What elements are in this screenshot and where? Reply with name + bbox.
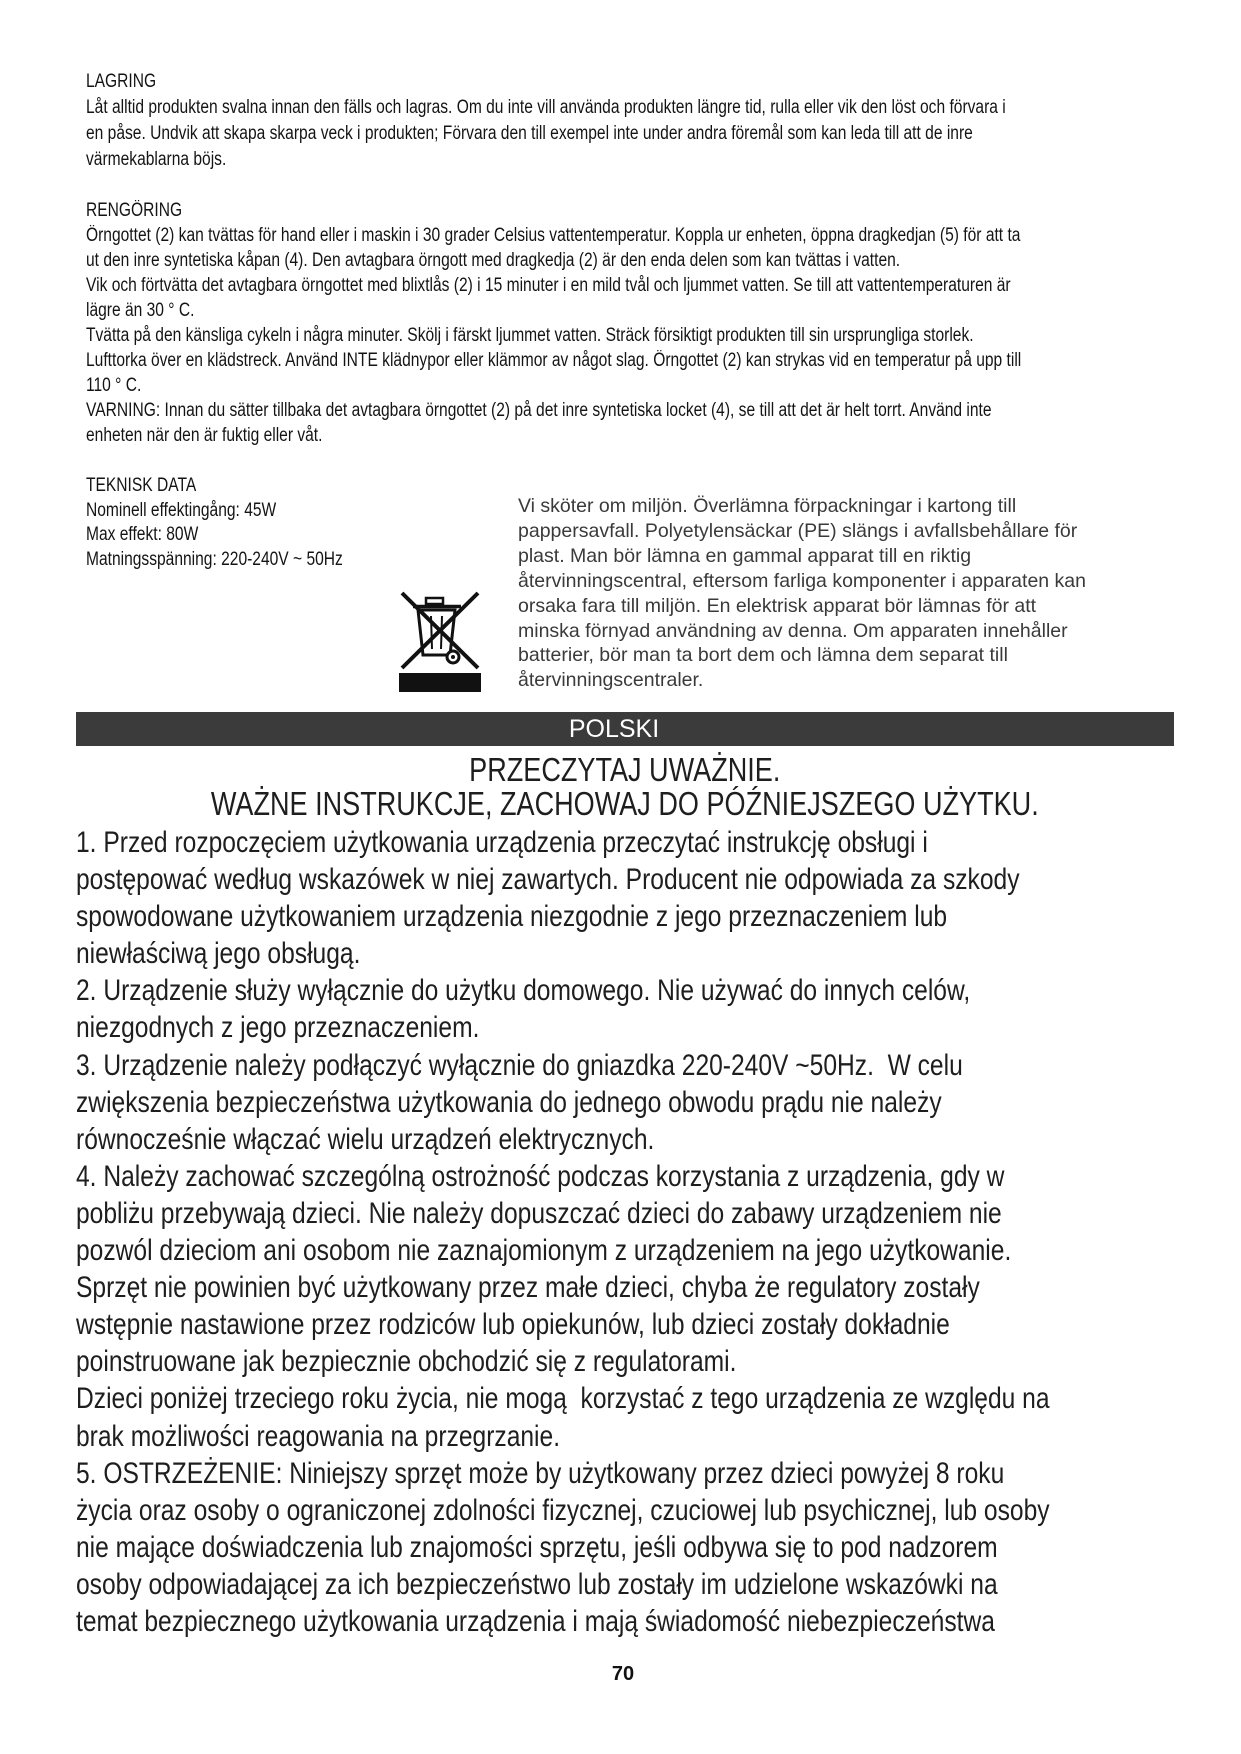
cleaning-line: Lufttorka över en klädstreck. Använd INTE klädnypor eller klämmor av något slag. Örngottet (2) kan strykas vid en temperatur på upp till (86, 350, 1022, 371)
environment-line: batterier, bör man ta bort dem och lämna dem separat till (518, 644, 1008, 667)
polish-line: pozwól dzieciom ani osobom nie zaznajomionym z urządzeniem na jego użytkowanie. (76, 1234, 1012, 1268)
polish-subtitle-row (76, 787, 1174, 821)
cleaning-line: VARNING: Innan du sätter tillbaka det avtagbara örngottet (2) på det inre syntetiska locket (4), se till att det är helt torrt. Använd inte (86, 400, 992, 421)
environment-line: Vi sköter om miljön. Överlämna förpackningar i kartong till (518, 495, 1017, 517)
cleaning-heading: RENGÖRING (86, 200, 183, 221)
cleaning-line: Örngottet (2) kan tvättas för hand eller i maskin i 30 grader Celsius vattentemperatur. Koppla ur enheten, öppna dragkedjan (5) för att ta (86, 225, 1021, 246)
technical-data-line: Nominell effektingång: 45W (86, 499, 277, 521)
polish-line: pobliżu przebywają dzieci. Nie należy dopuszczać dzieci do zabawy urządzeniem nie (76, 1196, 1002, 1230)
cleaning-line: Vik och förtvätta det avtagbara örngottet med blixtlås (2) i 15 minuter i en mild tvål och ljummet vatten. Se till att vattentemperaturen är (86, 275, 1011, 296)
page-number: 70 (611, 1663, 635, 1685)
cleaning-line: 110 ° C. (86, 375, 142, 396)
polish-line: postępować według wskazówek w niej zawartych. Producent nie odpowiada za szkody (76, 863, 1020, 897)
polish-title-row (76, 753, 1174, 787)
polish-line: życia oraz osoby o ograniczonej zdolności fizycznej, czuciowej lub psychicznej, lub osoby (76, 1493, 1050, 1527)
polish-line: 2. Urządzenie służy wyłącznie do użytku domowego. Nie używać do innych celów, (76, 974, 971, 1008)
environment-line: minska förnyad användning av denna. Om apparaten innehåller (518, 619, 1068, 642)
polish-line: spowodowane użytkowaniem urządzenia niezgodnie z jego przeznaczeniem lub (76, 900, 948, 934)
cleaning-section (86, 198, 1227, 448)
polish-line: poinstruowane jak bezpiecznie obchodzić się z regulatorami. (76, 1345, 737, 1379)
polish-line: temat bezpiecznego użytkowania urządzenia i mają świadomość niebezpieczeństwa (76, 1604, 995, 1638)
cleaning-line: lägre än 30 ° C. (86, 300, 195, 321)
storage-line: värmekablarna böjs. (86, 149, 227, 170)
technical-data-line: Max effekt: 80W (86, 524, 199, 546)
environment-line: orsaka fara till miljön. En elektrisk apparat bör lämnas för att (518, 594, 1037, 617)
environment-section (518, 494, 1086, 693)
polish-line: brak możliwości reagowania na przegrzanie. (76, 1419, 561, 1453)
language-section-bar: POLSKI (76, 712, 1174, 746)
polish-instructions (76, 824, 1241, 1640)
cleaning-line: enheten när den är fuktig eller våt. (86, 425, 323, 446)
weee-symbol-graphic (399, 589, 481, 692)
storage-section (86, 69, 1208, 173)
polish-line: 4. Należy zachować szczególną ostrożność podczas korzystania z urządzenia, gdy w (76, 1159, 1005, 1193)
cleaning-line: ut den inre syntetiska kåpan (4). Den avtagbara örngott med dragkedja (2) är den enda delen som kan tvättas i vatten. (86, 250, 901, 271)
polish-line: Sprzęt nie powinien być użytkowany przez małe dzieci, chyba że regulatory zostały (76, 1271, 980, 1305)
weee-bar (399, 673, 481, 692)
polish-line: 1. Przed rozpoczęciem użytkowania urządzenia przeczytać instrukcję obsługi i (76, 826, 928, 859)
polish-line: równocześnie włączać wielu urządzeń elektrycznych. (76, 1122, 655, 1156)
polish-line: Dzieci poniżej trzeciego roku życia, nie mogą korzystać z tego urządzenia ze względu na (76, 1382, 1050, 1416)
polish-line: zwiększenia bezpieczeństwa użytkowania do jednego obwodu prądu nie należy (76, 1085, 942, 1119)
environment-line: pappersavfall. Polyetylensäckar (PE) slängs i avfallsbehållare för (518, 519, 1078, 542)
bin-wheel-hub (451, 655, 455, 659)
technical-data-heading: TEKNISK DATA (86, 475, 197, 496)
polish-subtitle: WAŻNE INSTRUKCJE, ZACHOWAJ DO PÓŹNIEJSZEGO UŻYTKU. (211, 785, 1039, 822)
technical-data-section (86, 474, 399, 572)
polish-line: wstępnie nastawione przez rodziców lub opiekunów, lub dzieci zostały dokładnie (76, 1308, 950, 1342)
bin-lid-handle (426, 598, 443, 604)
polish-line: 3. Urządzenie należy podłączyć wyłącznie do gniazdka 220-240V ~50Hz. W celu (76, 1048, 963, 1082)
cleaning-line: Tvätta på den känsliga cykeln i några minuter. Skölj i färskt ljummet vatten. Sträck försiktigt produkten till sin ursprungliga storlek. (86, 325, 974, 346)
environment-line: återvinningscentral, eftersom farliga komponenter i apparaten kan (518, 569, 1086, 592)
storage-heading: LAGRING (86, 71, 157, 92)
environment-line: återvinningscentraler. (518, 669, 704, 692)
polish-title: PRZECZYTAJ UWAŻNIE. (469, 751, 781, 788)
polish-line: 5. OSTRZEŻENIE: Niniejszy sprzęt może by użytkowany przez dzieci powyżej 8 roku (76, 1456, 1005, 1490)
technical-data-line: Matningsspänning: 220-240V ~ 50Hz (86, 548, 343, 570)
polish-line: niewłaściwą jego obsługą. (76, 937, 361, 971)
environment-line: plast. Man bör lämna en gammal apparat till en riktig (518, 544, 972, 567)
weee-crossed-bin-icon (399, 589, 481, 692)
polish-headings (76, 753, 1174, 821)
storage-line: Låt alltid produkten svalna innan den fälls och lagras. Om du inte vill använda produkten längre tid, rulla eller vik den löst och förvara i (86, 97, 1006, 118)
polish-line: niezgodnych z jego przeznaczeniem. (76, 1011, 480, 1045)
polish-line: nie mające doświadczenia lub znajomości sprzętu, jeśli odbywa się to pod nadzorem (76, 1530, 998, 1564)
polish-line: osoby odpowiadającej za ich bezpieczeństwo lub zostały im udzielone wskazówki na (76, 1567, 998, 1601)
storage-line: en påse. Undvik att skapa skarpa veck i produkten; Förvara den till exempel inte under andra föremål som kan leda till att de inre (86, 123, 973, 144)
